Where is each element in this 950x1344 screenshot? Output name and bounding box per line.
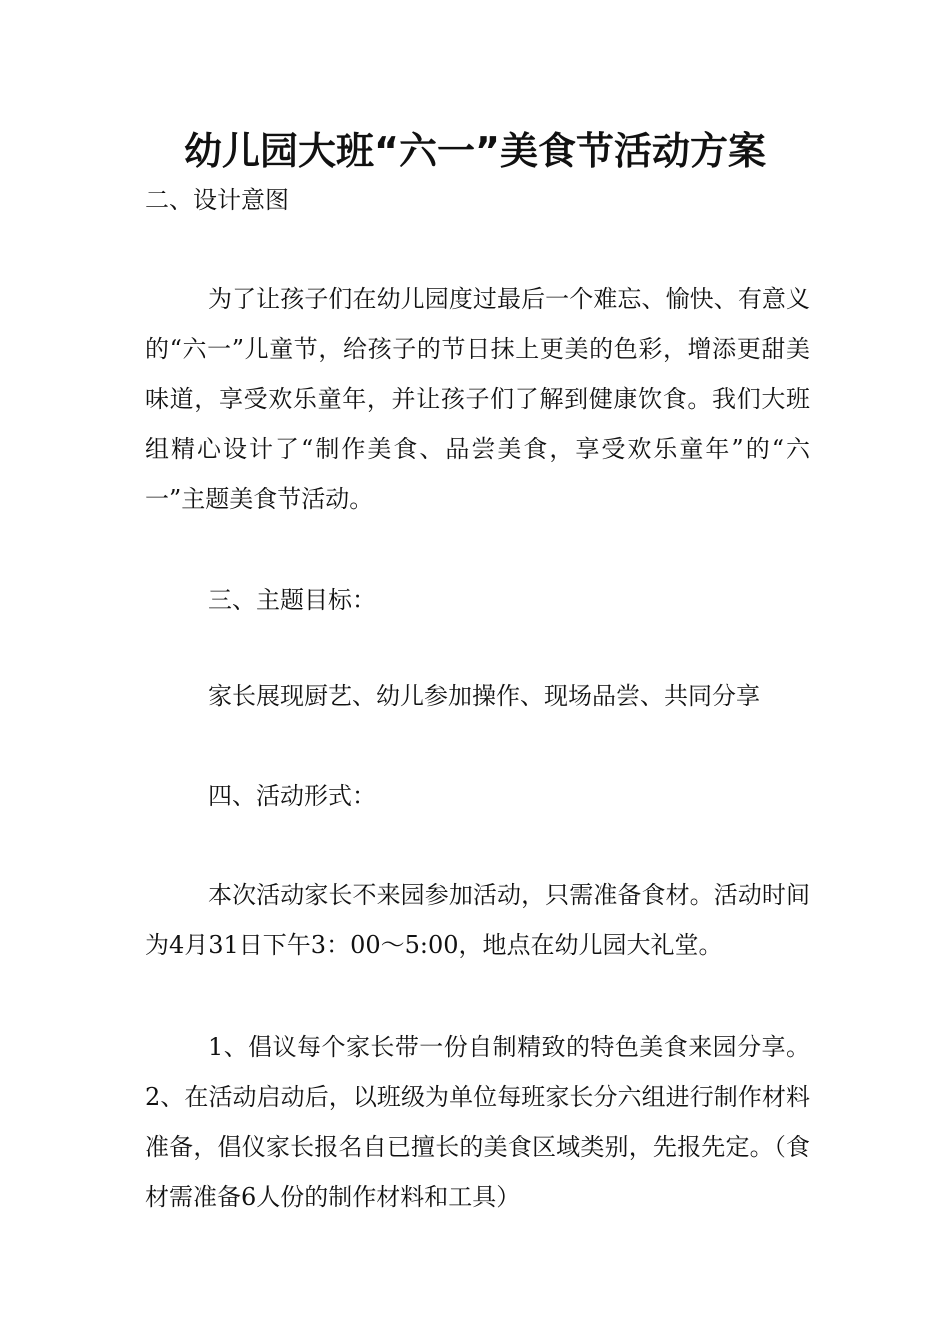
document-title: 幼儿园大班“六一”美食节活动方案 xyxy=(184,129,766,173)
paragraph-activity-steps: 1、倡议每个家长带一份自制精致的特色美食来园分享。2、在活动启动后，以班级为单位每班家长分六组进行制作材料准备，倡仪家长报名自已擅长的美食区域类别，先报先定。（食材需准备6人份的制作材料和工具） xyxy=(145,1033,810,1211)
goal-text: 家长展现厨艺、幼儿参加操作、现场品尝、共同分享 xyxy=(208,682,760,710)
section-heading-activity-form: 四、活动形式： xyxy=(208,782,376,810)
paragraph-design-intent: 为了让孩子们在幼儿园度过最后一个难忘、愉快、有意义的“六一”儿童节，给孩子的节日抹上更美的色彩，增添更甜美味道，享受欢乐童年，并让孩子们了解到健康饮食。我们大班组精心设计了“制作美食、品尝美食，享受欢乐童年”的“六一”主题美食节活动。 xyxy=(145,285,810,513)
section-heading-theme-goals: 三、主题目标： xyxy=(208,586,376,614)
section-heading-design-intent: 二、设计意图 xyxy=(145,186,289,214)
paragraph-activity-form: 本次活动家长不来园参加活动，只需准备食材。活动时间为4月31日下午3：00～5:00，地点在幼儿园大礼堂。 xyxy=(145,881,810,959)
